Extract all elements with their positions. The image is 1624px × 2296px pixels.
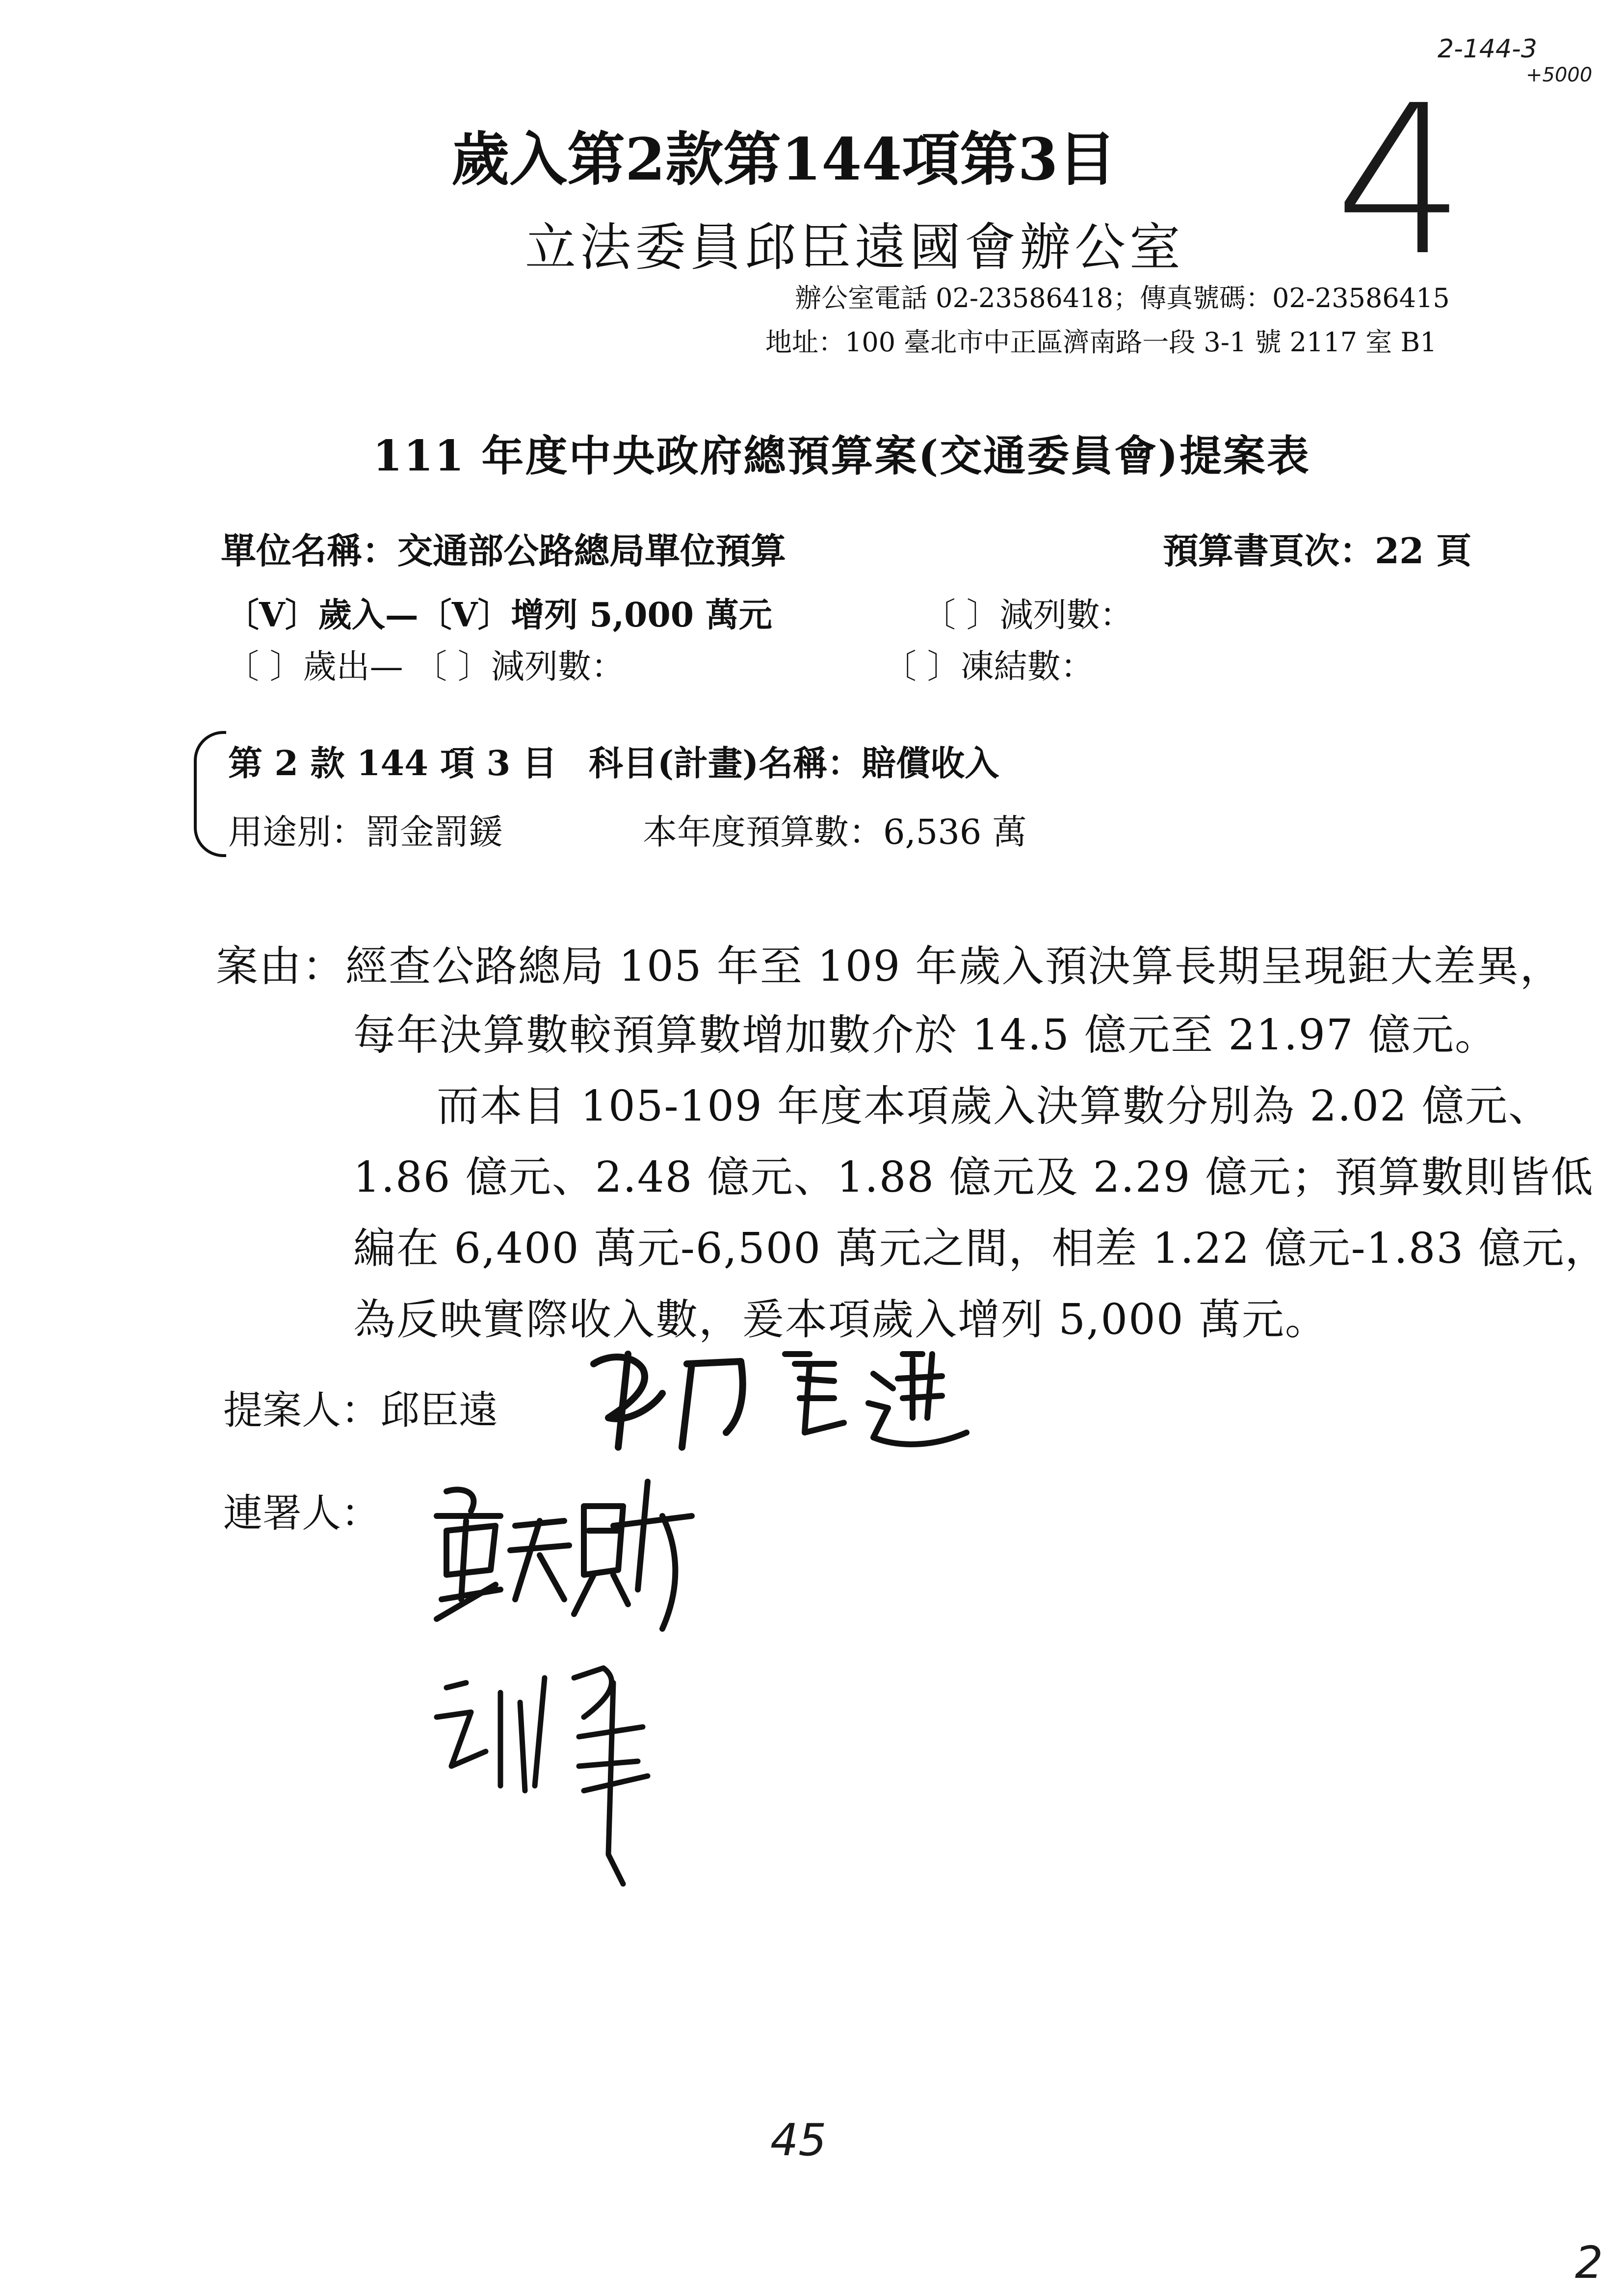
page-number: 2: [1575, 2237, 1603, 2289]
big-number-annotation: 4: [1335, 61, 1466, 301]
item-budget: 本年度預算數：6,536 萬: [643, 812, 1027, 852]
reason-line-2: 每年決算數較預算數增加數介於 14.5 億元至 21.97 億元。: [353, 1011, 1498, 1060]
item-usage: 用途別：罰金罰鍰: [228, 812, 503, 852]
budget-page-ref: 預算書頁次：22 頁: [1163, 530, 1472, 572]
office-contact: 辦公室電話 02-23586418；傳真號碼：02-23586415: [795, 283, 1450, 313]
office-title: 立法委員邱臣遠國會辦公室: [525, 217, 1185, 277]
proposer-signature: [579, 1334, 981, 1462]
option-revenue-decrease: 〔 〕減列數：: [922, 596, 1133, 635]
item-bracket: [194, 731, 226, 857]
top-right-sub: +5000: [1526, 64, 1593, 86]
option-freeze: 〔 〕凍結數：: [883, 648, 1094, 686]
option-expense-decrease: 〔 〕歲出— 〔 〕減列數：: [226, 648, 625, 686]
proposer-label: 提案人：邱臣遠: [223, 1387, 498, 1433]
unit-name: 單位名稱：交通部公路總局單位預算: [221, 530, 786, 572]
reason-line-1: 案由：經查公路總局 105 年至 109 年歲入預決算長期呈現鉅大差異，: [216, 942, 1563, 991]
cosigner-label: 連署人：: [223, 1490, 380, 1536]
office-address: 地址：100 臺北市中正區濟南路一段 3-1 號 2117 室 B1: [765, 327, 1437, 358]
item-subject: 科目(計畫)名稱：賠償收入: [589, 743, 999, 783]
reason-line-6: 為反映實際收入數，爰本項歲入增列 5,000 萬元。: [353, 1295, 1328, 1344]
category-line: 歲入第2款第144項第3目: [451, 125, 1116, 193]
item-code: 第 2 款 144 項 3 目: [228, 743, 557, 783]
cosigner-signature: [417, 1472, 721, 1894]
top-right-code: 2-144-3: [1438, 34, 1537, 64]
form-title: 111 年度中央政府總預算案(交通委員會)提案表: [373, 431, 1310, 481]
reason-line-5: 編在 6,400 萬元-6,500 萬元之間，相差 1.22 億元-1.83 億元，: [353, 1224, 1608, 1273]
reason-line-4: 1.86 億元、2.48 億元、1.88 億元及 2.29 億元；預算數則皆低: [353, 1153, 1594, 1202]
bottom-mark: 45: [770, 2114, 827, 2166]
option-revenue-increase: 〔V〕歲入—〔V〕增列 5,000 萬元: [226, 596, 772, 635]
reason-line-3: 而本目 105-109 年度本項歲入決算數分別為 2.02 億元、: [437, 1082, 1552, 1131]
